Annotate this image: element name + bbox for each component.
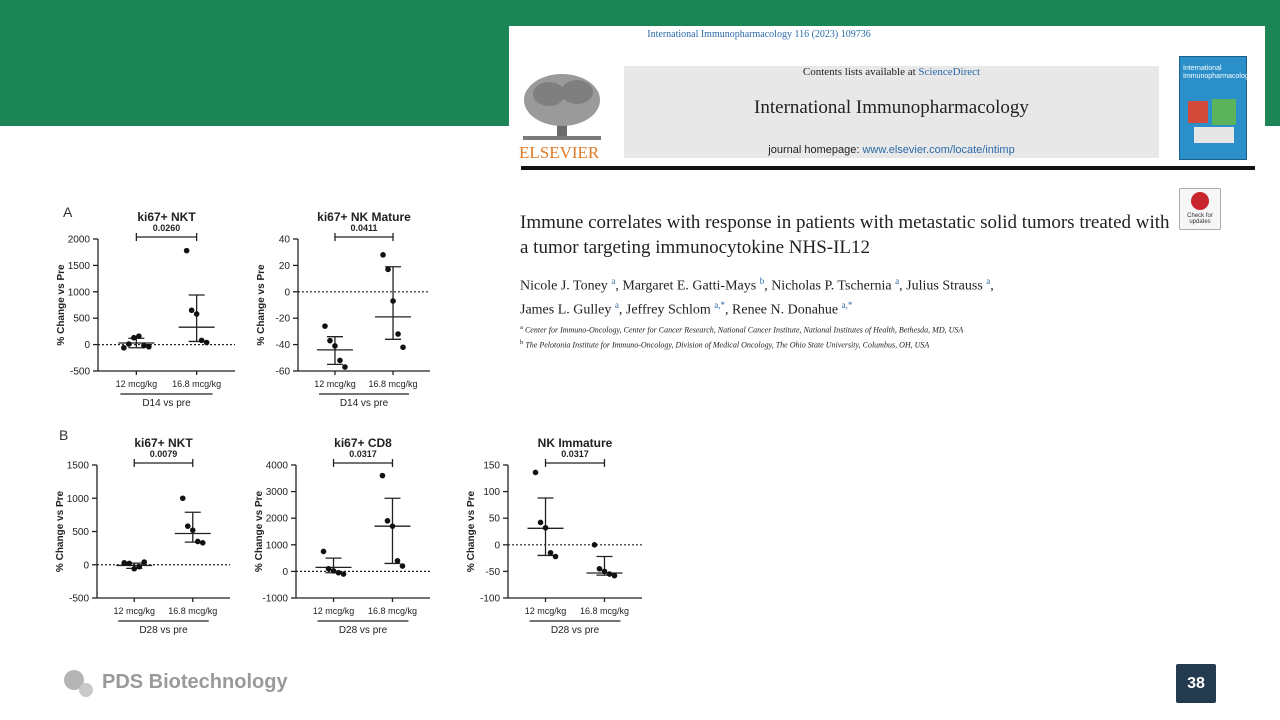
- data-point: [321, 549, 327, 555]
- data-point: [602, 569, 608, 575]
- author-affiliation-mark[interactable]: a: [986, 276, 991, 286]
- data-point: [136, 564, 142, 570]
- journal-reference[interactable]: International Immunopharmacology 116 (2023) 109736: [647, 29, 871, 40]
- y-tick-label: 2000: [67, 234, 90, 246]
- data-point: [185, 523, 191, 529]
- y-axis-label: % Change vs Pre: [254, 490, 265, 573]
- p-value-label: 0.0260: [152, 223, 181, 233]
- data-point: [121, 345, 127, 351]
- chart-title: ki67+ NKT: [137, 210, 196, 224]
- data-point: [131, 335, 137, 341]
- data-point: [326, 566, 332, 572]
- p-value-label: 0.0079: [149, 449, 178, 459]
- data-point: [136, 333, 142, 339]
- data-point: [126, 341, 132, 347]
- author-affiliation-mark[interactable]: a,*: [714, 299, 726, 310]
- y-tick-label: -1000: [262, 593, 288, 605]
- y-tick-label: 0: [284, 287, 290, 299]
- data-point: [342, 364, 348, 370]
- chart-title: ki67+ NKT: [134, 436, 193, 450]
- group-label: D14 vs pre: [142, 398, 191, 409]
- p-value-label: 0.0317: [349, 449, 377, 459]
- y-axis-label: % Change vs Pre: [55, 490, 66, 573]
- data-point: [400, 563, 406, 569]
- homepage-link[interactable]: www.elsevier.com/locate/intimp: [862, 144, 1015, 156]
- cover-title: International Immunopharmacology: [1183, 65, 1253, 80]
- p-value-label: 0.0317: [561, 449, 589, 459]
- data-point: [533, 470, 539, 476]
- y-tick-label: -100: [479, 593, 500, 605]
- data-point: [322, 323, 328, 329]
- x-tick-label: 12 mcg/kg: [524, 606, 567, 616]
- check-for-updates-badge[interactable]: Check for updates: [1179, 188, 1221, 230]
- y-tick-label: 20: [278, 260, 290, 272]
- chart-title: ki67+ CD8: [334, 436, 392, 450]
- y-tick-label: 4000: [265, 460, 288, 472]
- panel-label-b: B: [59, 427, 69, 443]
- data-point: [597, 566, 603, 572]
- data-point: [331, 568, 337, 574]
- data-point: [327, 338, 333, 344]
- y-axis-label: % Change vs Pre: [466, 490, 477, 573]
- y-tick-label: 100: [483, 487, 500, 499]
- data-point: [194, 311, 200, 317]
- affiliation-line: $^b$ The Pelotonia Institute for Immuno-Oncology, Division of Medical Oncology, The Ohio State University, Columbus, OH, USA: [520, 338, 930, 350]
- data-point: [195, 539, 201, 545]
- journal-title: International Immunopharmacology: [754, 97, 1029, 118]
- data-point: [385, 518, 391, 524]
- pds-logo-icon: [62, 668, 96, 698]
- y-tick-label: 500: [73, 313, 90, 325]
- data-point: [126, 561, 132, 567]
- data-point: [146, 344, 152, 350]
- author-name[interactable]: Nicholas P. Tschernia: [771, 278, 896, 294]
- y-tick-label: 500: [72, 527, 89, 538]
- authors-line-1: Nicole J. Toney $^a$, Margaret E. Gatti-Mays $^b$, Nicholas P. Tschernia $^a$, Julius Strauss $^a$,: [520, 276, 994, 294]
- y-tick-label: 40: [278, 234, 290, 246]
- data-point: [380, 473, 386, 479]
- data-point: [592, 542, 598, 548]
- authors-line-2: James L. Gulley $^a$, Jeffrey Schlom $^{a,*}$, Renee N. Donahue $^{a,*}$: [520, 299, 853, 318]
- article-title: Immune correlates with response in patients with metastatic solid tumors treated with a tumor targeting immunocytokine NHS-IL12: [520, 212, 1170, 258]
- affiliation-line: $^a$ Center for Immuno-Oncology, Center for Cancer Research, National Cancer Institute, National Institutes of Health, Bethesda, MD, USA: [520, 324, 964, 335]
- data-point: [385, 267, 391, 273]
- data-point: [400, 344, 406, 350]
- y-tick-label: 50: [488, 513, 500, 525]
- data-point: [184, 248, 190, 254]
- data-point: [543, 525, 549, 531]
- x-tick-label: 16.8 mcg/kg: [368, 379, 418, 389]
- group-label: D14 vs pre: [339, 398, 389, 409]
- y-tick-label: -500: [69, 366, 90, 378]
- data-point: [189, 307, 195, 313]
- y-tick-label: -50: [485, 566, 500, 578]
- chart-title: NK Immature: [537, 436, 613, 450]
- x-tick-label: 12 mcg/kg: [113, 606, 156, 616]
- page-number: 38: [1176, 664, 1216, 703]
- author-affiliation-mark[interactable]: a,*: [841, 299, 853, 310]
- contents-line: Contents lists available at ScienceDirect: [802, 66, 981, 78]
- data-point: [380, 252, 386, 258]
- data-point: [390, 298, 396, 304]
- y-tick-label: 0: [83, 560, 89, 572]
- data-point: [337, 358, 343, 364]
- data-point: [548, 550, 554, 556]
- data-point: [538, 520, 544, 526]
- y-tick-label: 2000: [265, 513, 288, 525]
- chart-title: ki67+ NK Mature: [317, 210, 411, 224]
- y-tick-label: -20: [275, 313, 290, 325]
- company-name: PDS Biotechnology: [102, 671, 288, 693]
- data-point: [553, 554, 559, 560]
- data-point: [199, 338, 205, 344]
- y-tick-label: 1000: [265, 540, 288, 552]
- x-tick-label: 12 mcg/kg: [312, 606, 355, 616]
- y-tick-label: 0: [84, 340, 90, 352]
- data-point: [200, 540, 206, 546]
- sciencedirect-link[interactable]: ScienceDirect: [918, 66, 981, 78]
- group-label: D28 vs pre: [139, 625, 188, 636]
- y-tick-label: 0: [494, 540, 500, 552]
- data-point: [332, 343, 338, 349]
- y-tick-label: 1000: [67, 287, 90, 299]
- data-point: [180, 495, 186, 501]
- author-affiliation-mark[interactable]: a: [611, 276, 616, 286]
- y-tick-label: 3000: [265, 487, 288, 499]
- author-name[interactable]: Julius Strauss: [906, 278, 987, 294]
- data-point: [190, 527, 196, 533]
- author-affiliation-mark[interactable]: b: [759, 276, 765, 286]
- x-tick-label: 16.8 mcg/kg: [579, 606, 629, 616]
- y-axis-label: % Change vs Pre: [256, 264, 267, 346]
- author-affiliation-mark[interactable]: a: [614, 299, 619, 310]
- x-tick-label: 12 mcg/kg: [314, 379, 356, 389]
- data-point: [336, 570, 342, 576]
- author-name[interactable]: Renee N. Donahue: [732, 302, 842, 318]
- data-point: [607, 571, 613, 577]
- data-point: [131, 566, 137, 572]
- data-point: [341, 571, 347, 577]
- data-point: [204, 340, 210, 346]
- y-axis-label: % Change vs Pre: [56, 264, 67, 346]
- y-tick-label: 150: [483, 460, 500, 472]
- group-label: D28 vs pre: [550, 625, 600, 636]
- y-tick-label: -40: [275, 340, 290, 352]
- elsevier-wordmark: ELSEVIER: [519, 143, 600, 162]
- y-tick-label: 1500: [66, 460, 89, 472]
- data-point: [395, 558, 401, 564]
- author-name[interactable]: Jeffrey Schlom: [625, 302, 715, 318]
- author-name[interactable]: Nicole J. Toney: [520, 278, 612, 294]
- homepage-line: journal homepage: www.elsevier.com/locate/intimp: [768, 144, 1015, 156]
- data-point: [141, 559, 147, 565]
- author-affiliation-mark[interactable]: a: [895, 276, 900, 286]
- data-point: [121, 560, 127, 566]
- y-tick-label: 1000: [66, 493, 89, 505]
- x-tick-label: 16.8 mcg/kg: [172, 379, 222, 389]
- x-tick-label: 16.8 mcg/kg: [168, 606, 218, 616]
- data-point: [612, 573, 618, 579]
- y-tick-label: -500: [68, 593, 89, 605]
- panel-label-a: A: [63, 204, 73, 220]
- data-point: [141, 343, 147, 349]
- p-value-label: 0.0411: [350, 223, 378, 233]
- y-tick-label: -60: [275, 366, 290, 378]
- data-point: [395, 331, 401, 337]
- author-name[interactable]: James L. Gulley: [520, 302, 615, 318]
- author-name[interactable]: Margaret E. Gatti-Mays: [622, 278, 760, 294]
- group-label: D28 vs pre: [338, 625, 388, 636]
- y-tick-label: 0: [282, 566, 288, 578]
- x-tick-label: 12 mcg/kg: [115, 379, 158, 389]
- data-point: [390, 523, 396, 529]
- x-tick-label: 16.8 mcg/kg: [367, 606, 417, 616]
- y-tick-label: 1500: [67, 260, 90, 272]
